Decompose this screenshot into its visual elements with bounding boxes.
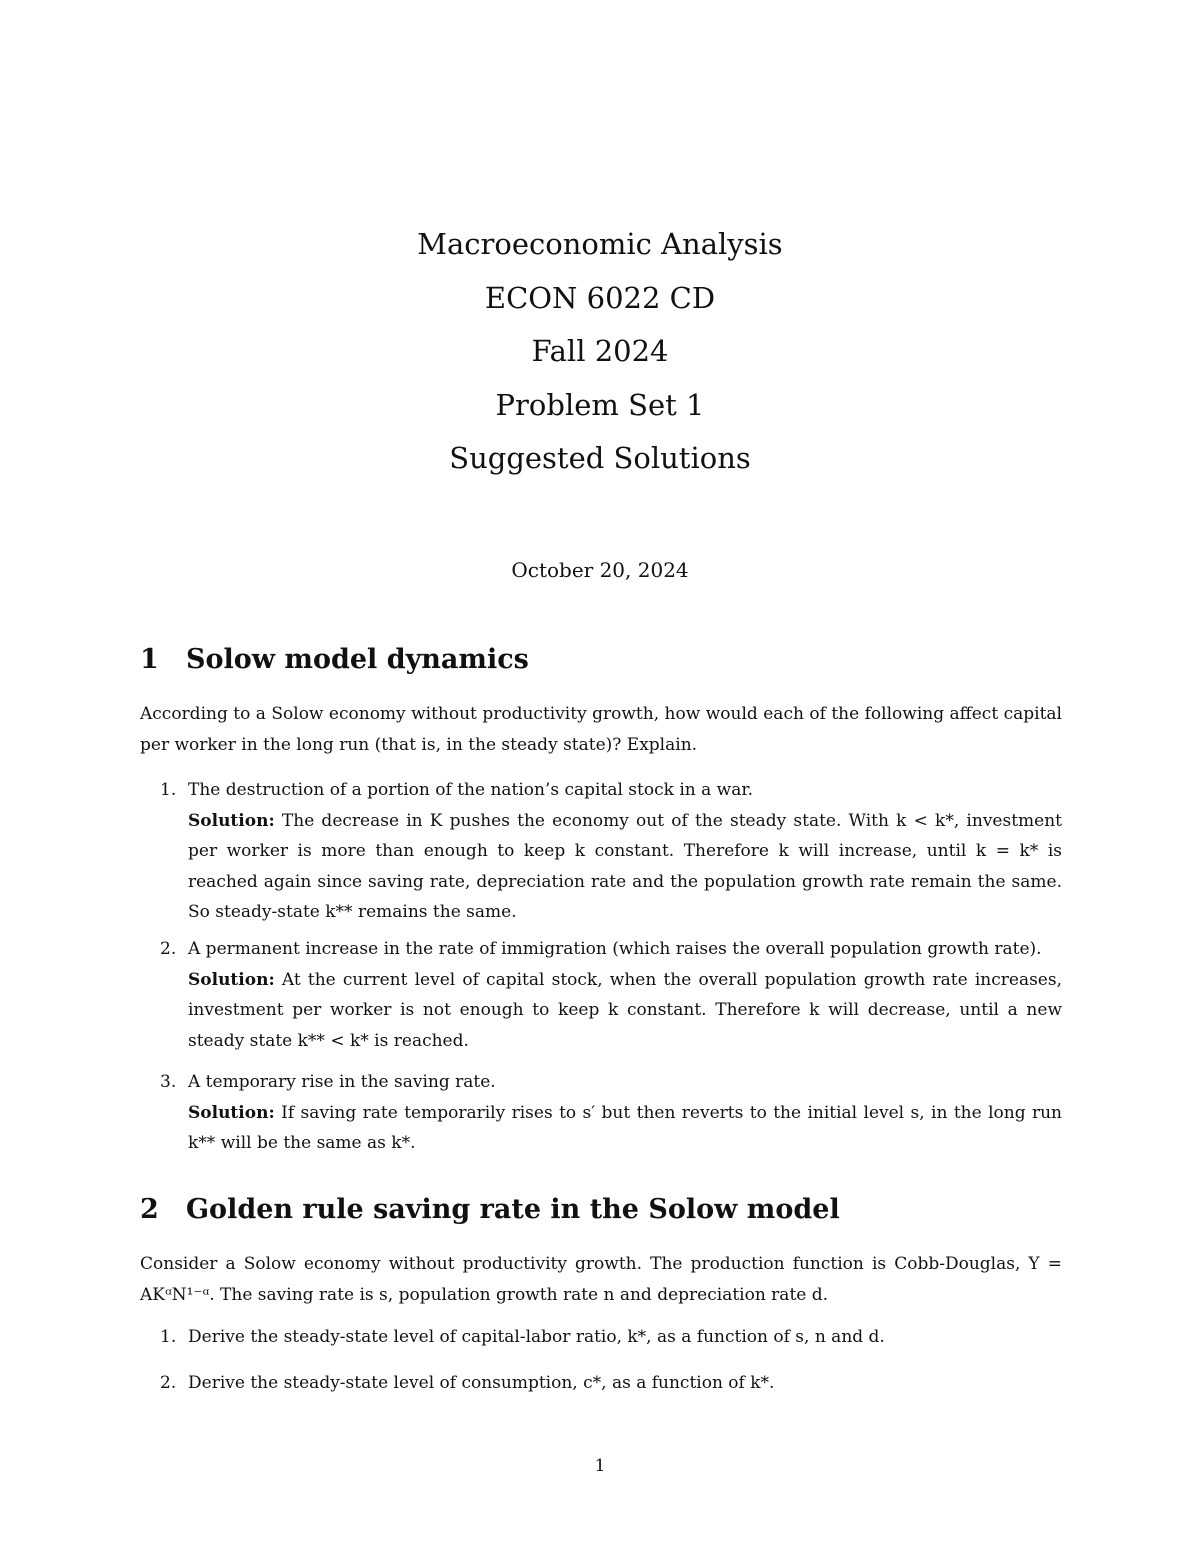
assignment-title: Problem Set 1	[495, 387, 705, 422]
section-heading-2	[140, 1194, 840, 1225]
section-number: 1	[140, 644, 159, 675]
list-item	[160, 934, 1062, 1056]
subtitle: Suggested Solutions	[449, 441, 751, 475]
list-item	[160, 1368, 1062, 1399]
item-question: A permanent increase in the rate of immigration (which raises the overall population growth rate).	[188, 939, 1042, 959]
item-question: The destruction of a portion of the nation’s capital stock in a war.	[188, 780, 753, 800]
section-2-intro: Consider a Solow economy without productivity growth. The production function is Cobb-Douglas, Y = AKᵅN¹⁻ᵅ. The saving rate is s, population growth rate n and depreciation rate d.	[140, 1254, 1062, 1305]
solution-text: The decrease in K pushes the economy out of the steady state. With k < k*, investment per worker is more than enough to keep k constant. Therefore k will increase, until k = k* is reached again since saving rate, depreciation rate and the population growth rate remain the same. So steady-state k** remains the same.	[188, 810, 1062, 922]
item-question: A temporary rise in the saving rate.	[188, 1072, 496, 1092]
item-number: 1.	[160, 780, 177, 800]
course-code: ECON 6022 CD	[484, 280, 716, 315]
item-number: 3.	[160, 1072, 177, 1092]
section-heading-1	[140, 644, 529, 675]
list-item	[160, 1067, 1062, 1159]
section-1-intro: According to a Solow economy without productivity growth, how would each of the following affect capital per worker in the long run (that is, in the steady state)? Explain.	[140, 704, 1062, 755]
term: Fall 2024	[531, 334, 669, 368]
document-date: October 20, 2024	[511, 558, 689, 582]
solution-text: If saving rate temporarily rises to s′ but then reverts to the initial level s, in the long run k** will be the same as k*.	[188, 1102, 1062, 1153]
item-number: 1.	[160, 1327, 177, 1347]
item-number: 2.	[160, 939, 177, 959]
course-name: Macroeconomic Analysis	[417, 227, 783, 261]
solution-label: Solution:	[188, 810, 275, 831]
item-question: Derive the steady-state level of consumption, c*, as a function of k*.	[188, 1373, 775, 1393]
section-number: 2	[140, 1194, 159, 1225]
item-number: 2.	[160, 1373, 177, 1393]
title-block	[0, 218, 1200, 486]
solution-text: At the current level of capital stock, when the overall population growth rate increases, investment per worker is not enough to keep k constant. Therefore k will decrease, until a new steady state k** < k* is reached.	[188, 969, 1062, 1051]
page-number: 1	[594, 1456, 606, 1476]
list-item	[160, 775, 1062, 928]
section-title: Solow model dynamics	[186, 644, 529, 675]
solution-label: Solution:	[188, 1102, 275, 1123]
item-question: Derive the steady-state level of capital-labor ratio, k*, as a function of s, n and d.	[188, 1327, 885, 1347]
list-item	[160, 1322, 1062, 1353]
section-title: Golden rule saving rate in the Solow model	[186, 1194, 840, 1225]
solution-label: Solution:	[188, 969, 275, 990]
